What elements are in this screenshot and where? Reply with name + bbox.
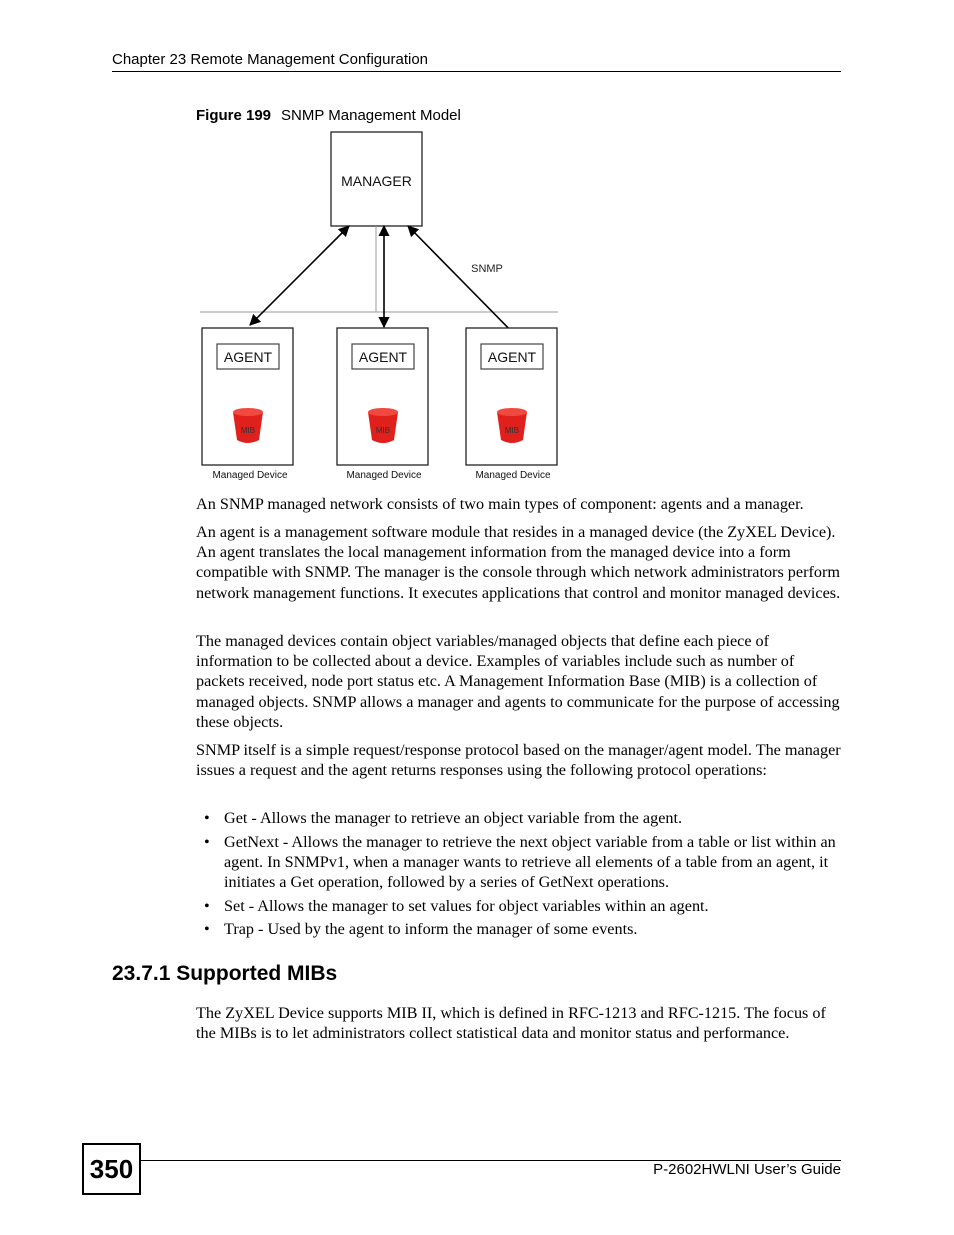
managed-device-2 [337,328,428,481]
mib-icon-1 [233,408,263,443]
section-paragraph: The ZyXEL Device supports MIB II, which is defined in RFC-1213 and RFC-1215. The focus of the MIBs is to let administrators collect statistical data and monitor status and performance. [196,1004,826,1043]
snmp-label: SNMP [471,263,503,275]
agent-label-3: AGENT [487,349,537,365]
bullet-list-4 [204,919,841,939]
list-item: • Set - Allows the manager to set values for object variables within an agent. [204,897,709,915]
device-label-3: Managed Device [475,470,551,481]
mib-label-3: MIB [504,426,520,435]
running-header: Chapter 23 Remote Management Configuration [112,51,429,68]
list-item: • Get - Allows the manager to retrieve an object variable from the agent. [204,809,683,827]
figure-title: SNMP Management Model [281,107,461,124]
footer-guide-title: P-2602HWLNI User’s Guide [653,1161,841,1178]
paragraph-3: The managed devices contain object variables/managed objects that define each piece of information to be collected about a device. Examples of variables include such as number of packets received, node port status etc. A Management Information Base (MIB) is a collection of managed objects. SNMP allows a manager and agents to communicate for the purpose of accessing these objects. [196,632,840,731]
header-rule [112,71,841,72]
bullet-list-3 [204,896,841,916]
list-item: • GetNext - Allows the manager to retrieve the next object variable from a table or list within an agent. In SNMPv1, when a manager wants to retrieve all elements of a table from an agent, it initiates a Get operation, followed by a series of GetNext operations. [204,833,836,892]
paragraph-4: SNMP itself is a simple request/response protocol based on the manager/agent model. The manager issues a request and the agent returns responses using the following protocol operations: [196,741,841,780]
agent-label-1: AGENT [223,349,273,365]
mib-icon-3 [497,408,527,443]
mib-icon-2 [368,408,398,443]
bullet-dot: • [204,809,210,827]
managed-device-3 [466,328,557,481]
snmp-management-diagram [196,128,562,484]
figure-caption [196,107,461,124]
device-label-1: Managed Device [212,470,288,481]
mib-label-2: MIB [375,426,391,435]
bullet-list-2 [204,832,841,893]
mib-label-1: MIB [240,426,256,435]
list-item: • Trap - Used by the agent to inform the manager of some events. [204,920,638,938]
figure-label: Figure 199 [196,107,272,124]
managed-device-1 [202,328,293,481]
bullet-dot: • [204,833,210,851]
paragraph-1: An SNMP managed network consists of two main types of component: agents and a manager. [196,495,804,513]
page-number: 350 [82,1143,141,1195]
paragraph-2: An agent is a management software module that resides in a managed device (the ZyXEL Device). An agent translates the local management information from the managed device into a form compatible with SNMP. The manager is the console through which network administrators perform network management functions. It executes applications that control and monitor managed devices. [196,523,841,602]
section-heading: 23.7.1 Supported MIBs [112,962,338,985]
arrow-to-agent-right [408,226,522,342]
agent-label-2: AGENT [358,349,408,365]
bullet-list-1 [204,808,841,828]
device-label-2: Managed Device [346,470,422,481]
arrow-to-agent-left [250,226,349,325]
bullet-dot: • [204,920,210,938]
bullet-dot: • [204,897,210,915]
manager-label: MANAGER [341,173,412,189]
